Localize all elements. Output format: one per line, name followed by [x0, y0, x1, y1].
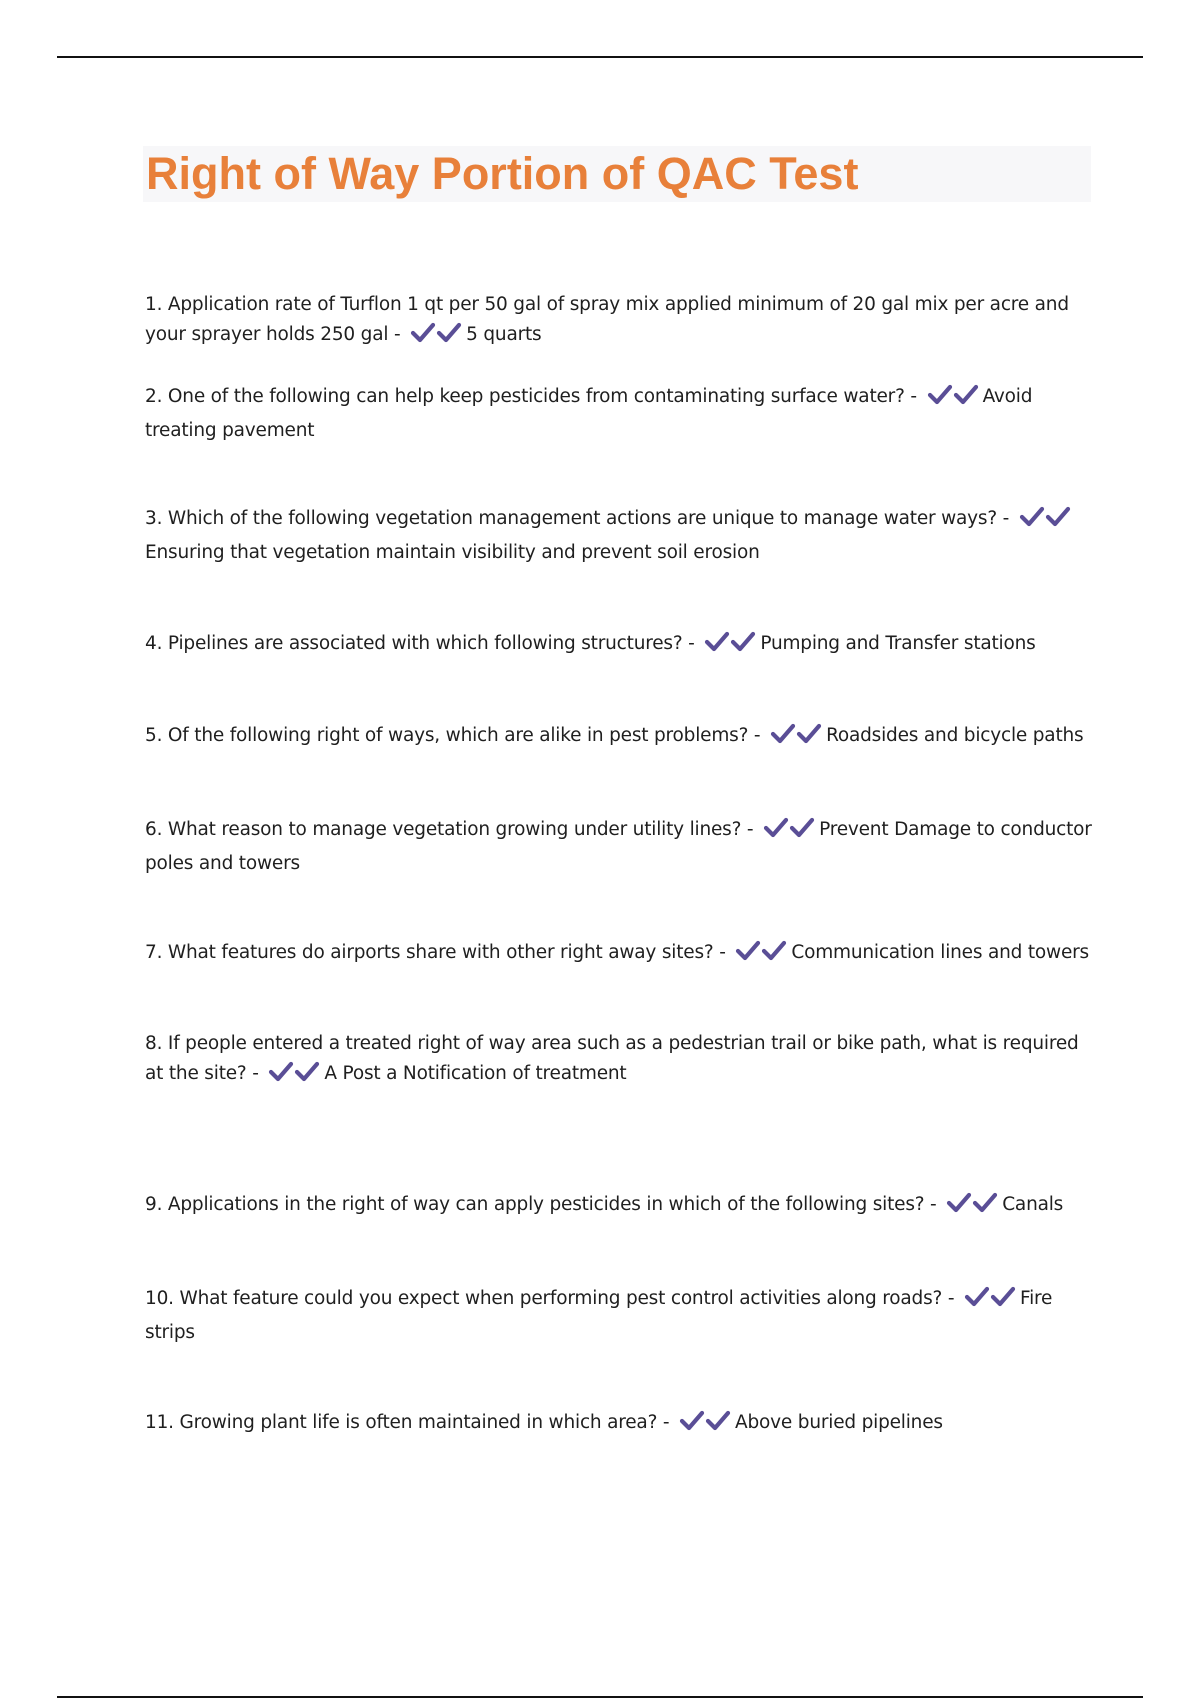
question-text: 1. Application rate of Turflon 1 qt per 50 gal of spray mix applied minimum of 20 gal mix per acre and your sprayer holds 250 gal [145, 294, 1069, 345]
question-text: 4. Pipelines are associated with which following structures? [145, 633, 683, 654]
answer-text: Pumping and Transfer stations [760, 633, 1036, 654]
checkmark-icon [704, 631, 730, 653]
question-text: 10. What feature could you expect when performing pest control activities along roads? [145, 1288, 943, 1309]
answer-text: Roadsides and bicycle paths [826, 725, 1084, 746]
checkmark-icon [294, 1061, 320, 1083]
checkmark-icon [436, 322, 462, 344]
question-text: 3. Which of the following vegetation management actions are unique to manage water ways? [145, 508, 997, 529]
question-separator: - [388, 324, 407, 345]
question-separator: - [904, 386, 923, 407]
answer-checkmarks [927, 384, 979, 416]
checkmark-icon [735, 940, 761, 962]
question-item [145, 629, 1095, 663]
checkmark-icon [927, 384, 953, 406]
answer-checkmarks [704, 631, 756, 663]
question-text: 11. Growing plant life is often maintained in which area? [145, 1412, 658, 1433]
answer-text: Avoid treating pavement [145, 386, 1033, 441]
question-separator: - [682, 633, 701, 654]
question-text: 2. One of the following can help keep pesticides from contaminating surface water? [145, 386, 905, 407]
question-item [145, 815, 1095, 879]
top-rule [57, 56, 1143, 58]
answer-text: Prevent Damage to conductor poles and towers [145, 819, 1092, 874]
checkmark-icon [964, 1286, 990, 1308]
checkmark-icon [1019, 506, 1045, 528]
question-item [145, 1284, 1095, 1348]
checkmark-icon [763, 817, 789, 839]
checkmark-icon [268, 1061, 294, 1083]
checkmark-icon [946, 1192, 972, 1214]
question-item [145, 290, 1095, 354]
checkmark-icon [1045, 506, 1071, 528]
question-separator: - [924, 1194, 943, 1215]
answer-text: Ensuring that vegetation maintain visibility and prevent soil erosion [145, 542, 760, 563]
answer-text: 5 quarts [466, 324, 542, 345]
checkmark-icon [761, 940, 787, 962]
checkmark-icon [770, 723, 796, 745]
question-item [145, 504, 1095, 568]
answer-checkmarks [679, 1410, 731, 1442]
checkmark-icon [730, 631, 756, 653]
question-item [145, 1190, 1095, 1224]
answer-text: Communication lines and towers [791, 942, 1089, 963]
question-separator: - [713, 942, 732, 963]
checkmark-icon [796, 723, 822, 745]
question-item [145, 721, 1095, 755]
question-item [145, 1029, 1095, 1093]
question-separator: - [942, 1288, 960, 1309]
answer-checkmarks [964, 1286, 1016, 1318]
question-separator: - [246, 1063, 265, 1084]
checkmark-icon [679, 1410, 705, 1432]
question-text: 8. If people entered a treated right of way area such as a pedestrian trail or bike path, what is required at the site? [145, 1033, 1079, 1084]
question-separator: - [741, 819, 760, 840]
question-text: 5. Of the following right of ways, which are alike in pest problems? [145, 725, 749, 746]
checkmark-icon [705, 1410, 731, 1432]
answer-checkmarks [770, 723, 822, 755]
question-item [145, 382, 1095, 446]
document-title: Right of Way Portion of QAC Test [146, 148, 859, 199]
question-text: 7. What features do airports share with other right away sites? [145, 942, 714, 963]
answer-text: A Post a Notification of treatment [324, 1063, 627, 1084]
answer-checkmarks [268, 1061, 320, 1093]
answer-checkmarks [735, 940, 787, 972]
answer-checkmarks [410, 322, 462, 354]
checkmark-icon [990, 1286, 1016, 1308]
answer-checkmarks [763, 817, 815, 849]
checkmark-icon [789, 817, 815, 839]
question-item [145, 1408, 1095, 1442]
checkmark-icon [410, 322, 436, 344]
question-separator: - [748, 725, 767, 746]
bottom-rule [57, 1696, 1143, 1698]
answer-text: Fire strips [145, 1288, 1053, 1343]
question-text: 6. What reason to manage vegetation growing under utility lines? [145, 819, 742, 840]
answer-text: Above buried pipelines [735, 1412, 943, 1433]
checkmark-icon [972, 1192, 998, 1214]
question-item [145, 938, 1095, 972]
question-separator: - [996, 508, 1015, 529]
answer-text: Canals [1002, 1194, 1064, 1215]
checkmark-icon [953, 384, 979, 406]
answer-checkmarks [946, 1192, 998, 1224]
answer-checkmarks [1019, 506, 1071, 538]
question-separator: - [657, 1412, 676, 1433]
question-text: 9. Applications in the right of way can apply pesticides in which of the following sites? [145, 1194, 925, 1215]
